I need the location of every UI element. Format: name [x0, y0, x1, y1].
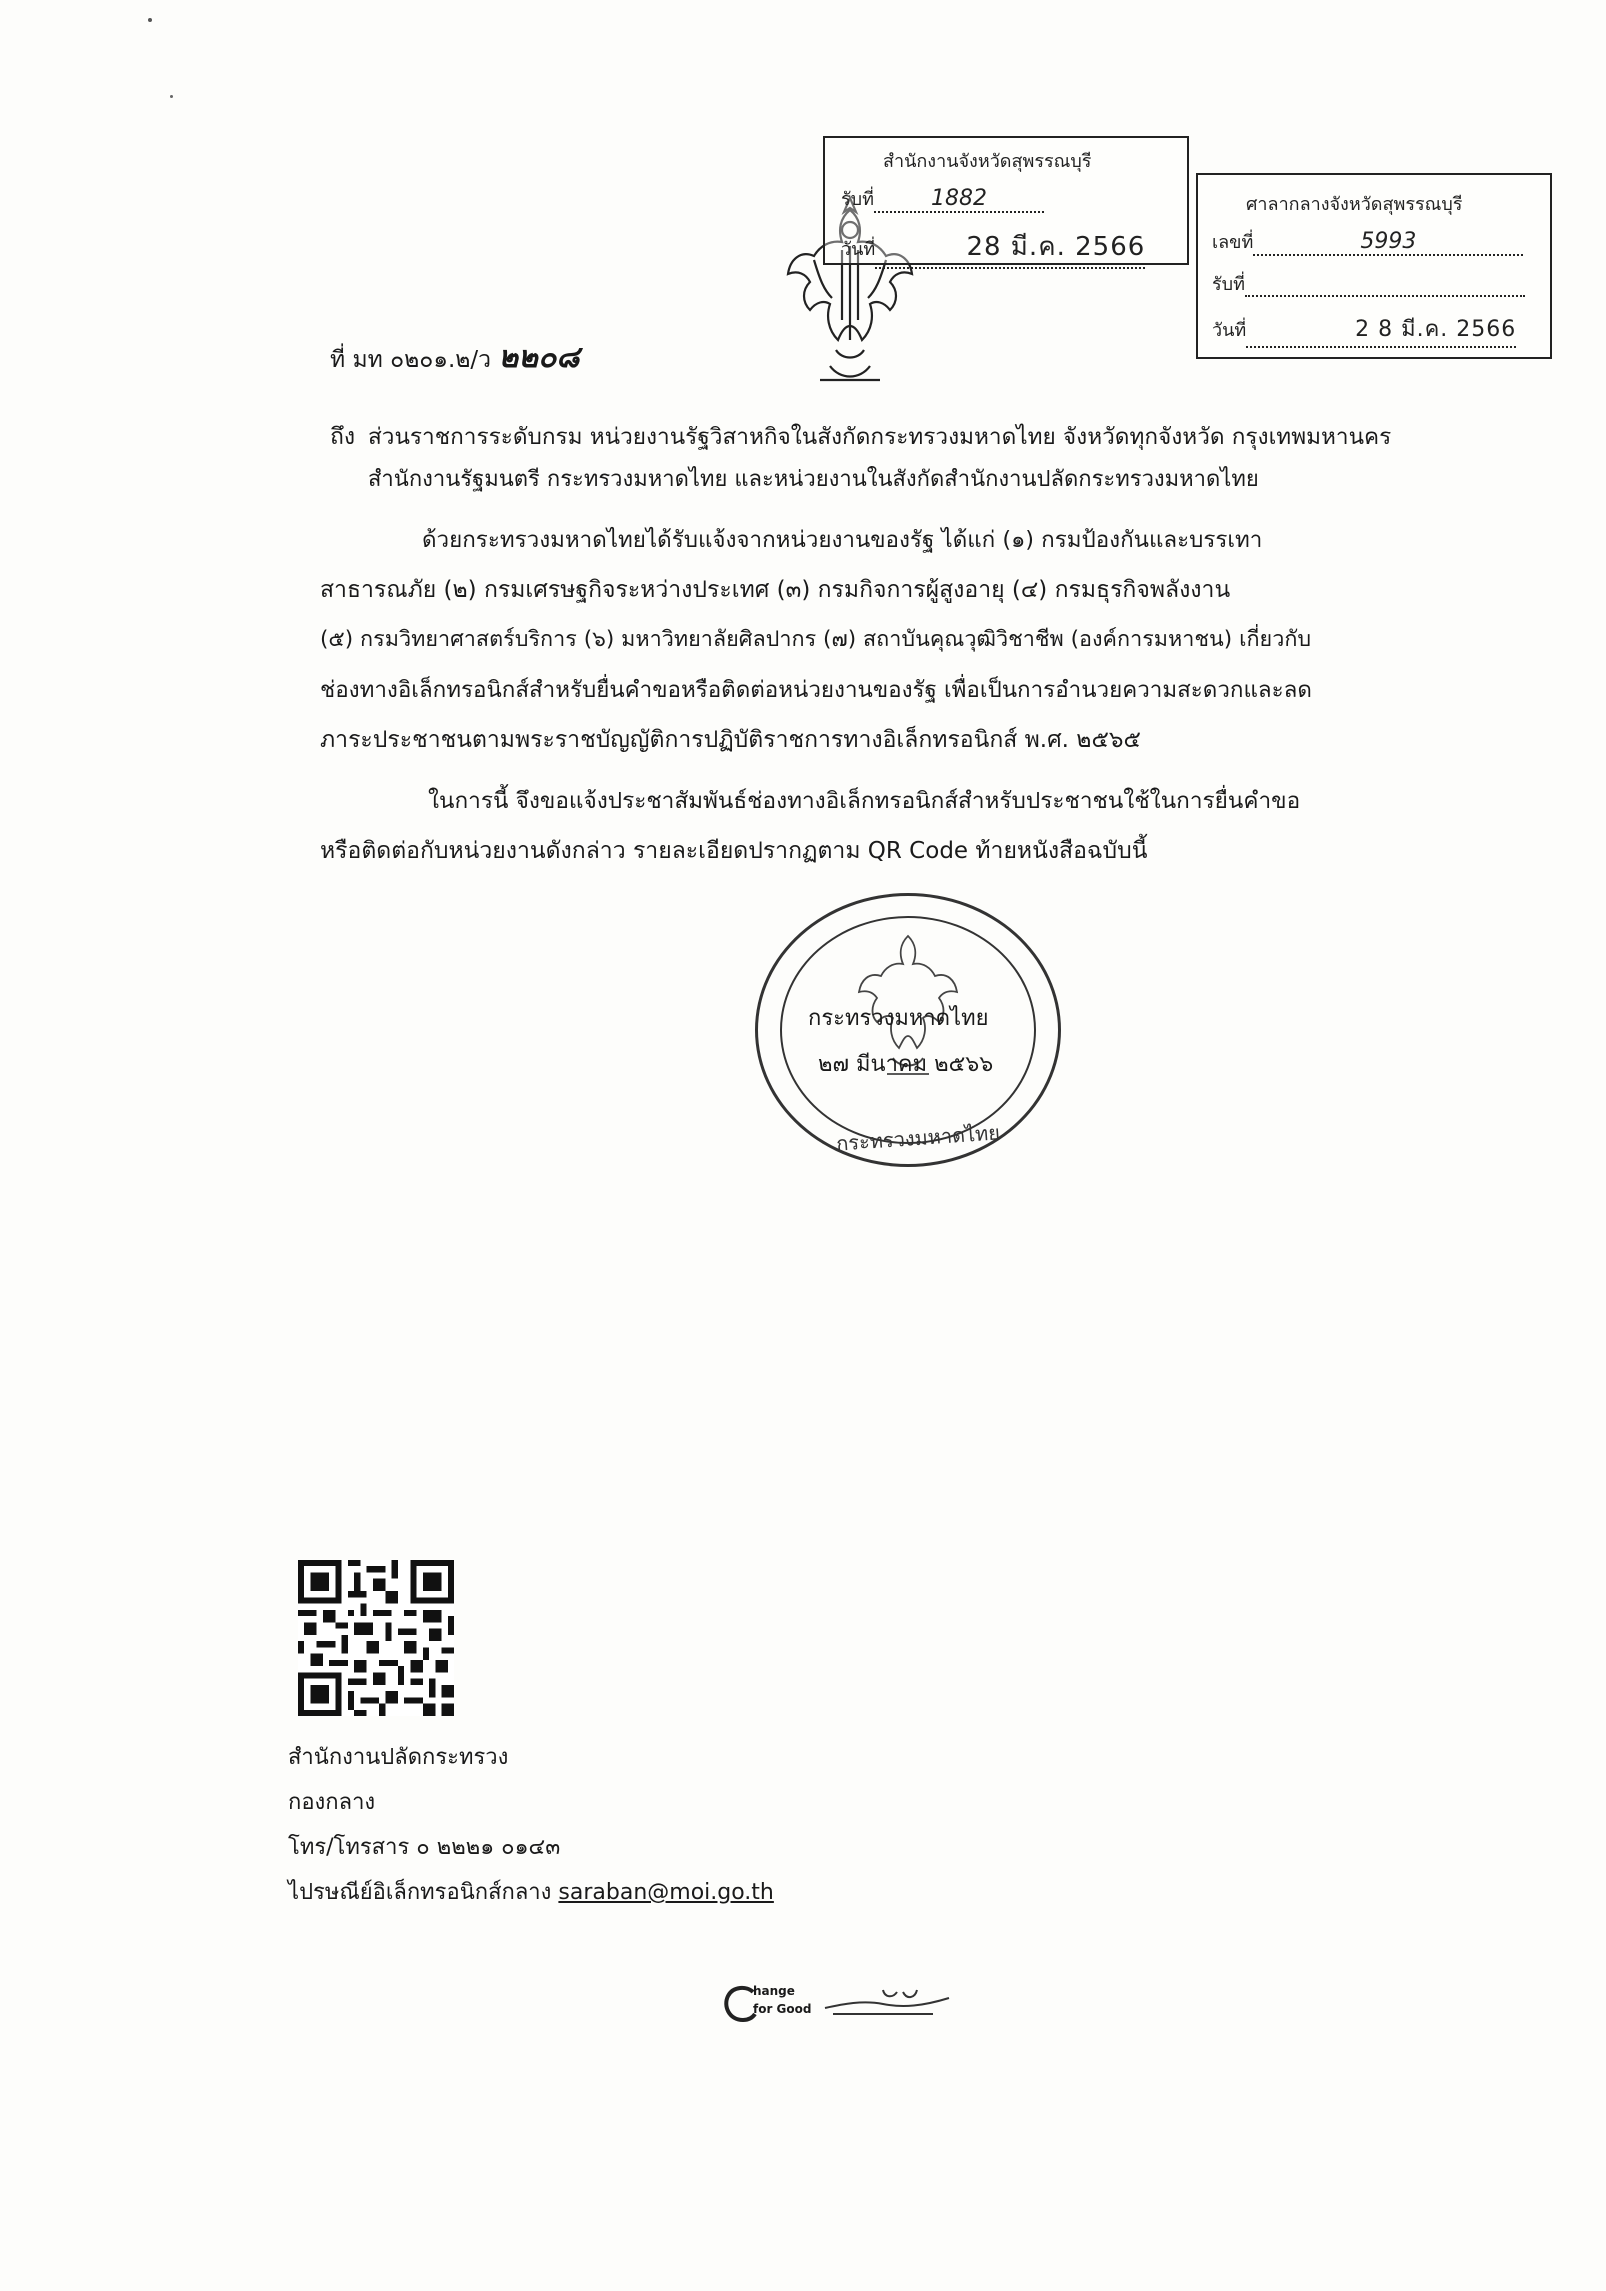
motto-script-icon: [823, 1986, 953, 2022]
addressee-label: ถึง: [330, 424, 356, 450]
document-reference: [330, 340, 579, 376]
addressee-line-2: สำนักงานรัฐมนตรี กระทรวงมหาดไทย และหน่วยงานในสังกัดสำนักงานปลัดกระทรวงมหาดไทย: [368, 467, 1259, 492]
body-paragraph-1-line-3: (๕) กรมวิทยาศาสตร์บริการ (๖) มหาวิทยาลัยศิลปากร (๗) สถาบันคุณวุฒิวิชาชีพ (องค์การมหาชน) เกี่ยวกับ: [320, 627, 1312, 652]
stamp-title: ศาลากลางจังหวัดสุพรรณบุรี: [1246, 194, 1463, 215]
reference-number: ๒๒๐๘: [498, 340, 580, 375]
footer-email-line: [288, 1880, 774, 1906]
seal-ring-text: กระทรวงมหาดไทย: [835, 1120, 1001, 1156]
received-stamp-provincial-office: [823, 136, 1189, 265]
reference-label: ที่ มท ๐๒๐๑.๒/ว: [330, 347, 492, 373]
logo-line-1: hange: [753, 1984, 795, 1998]
change-for-good-logo: [723, 1980, 953, 2030]
stamp-date-label: วันที่: [841, 239, 876, 260]
stamp-number-label: เลขที่: [1212, 232, 1254, 253]
stamp-number-value: 5993: [1360, 229, 1417, 254]
body-paragraph-1-line-2: สาธารณภัย (๒) กรมเศรษฐกิจระหว่างประเทศ (๓) กรมกิจการผู้สูงอายุ (๔) กรมธุรกิจพลังงาน: [320, 577, 1231, 603]
body-paragraph-1-line-1: ด้วยกระทรวงมหาดไทยได้รับแจ้งจากหน่วยงานของรัฐ ได้แก่ (๑) กรมป้องกันและบรรเทา: [422, 527, 1263, 553]
qr-code: [298, 1560, 454, 1716]
stamp-title: สำนักงานจังหวัดสุพรรณบุรี: [883, 151, 1092, 172]
stamp-date-value: 2 8 มี.ค. 2566: [1355, 317, 1517, 342]
scan-speck: [170, 95, 173, 98]
seal-date: ๒๗ มีนาคม ๒๕๖๖: [818, 1052, 994, 1077]
footer-email-link[interactable]: saraban@moi.go.th: [558, 1880, 774, 1905]
stamp-number-value: 1882: [930, 186, 987, 211]
stamp-date-value: 28 มี.ค. 2566: [966, 232, 1146, 262]
received-stamp-central-court: [1196, 173, 1552, 359]
stamp-number-label: รับที่: [841, 189, 874, 210]
logo-line-2: for Good: [753, 2002, 812, 2016]
body-paragraph-1-line-5: ภาระประชาชนตามพระราชบัญญัติการปฏิบัติราชการทางอิเล็กทรอนิกส์ พ.ศ. ๒๕๖๕: [320, 727, 1141, 753]
footer-email-label: ไปรษณีย์อิเล็กทรอนิกส์กลาง: [288, 1880, 552, 1905]
body-paragraph-2-line-1: ในการนี้ จึงขอแจ้งประชาสัมพันธ์ช่องทางอิเล็กทรอนิกส์สำหรับประชาชนใช้ในการยื่นคำขอ: [428, 788, 1301, 814]
body-paragraph-1-line-4: ช่องทางอิเล็กทรอนิกส์สำหรับยื่นคำขอหรือติดต่อหน่วยงานของรัฐ เพื่อเป็นการอำนวยความสะดวกและลด: [320, 677, 1312, 703]
footer-division: กองกลาง: [288, 1790, 376, 1815]
seal-ministry-name: กระทรวงมหาดไทย: [808, 1006, 989, 1031]
scan-speck: [148, 18, 152, 22]
footer-office: สำนักงานปลัดกระทรวง: [288, 1745, 509, 1770]
stamp-received-label: รับที่: [1212, 274, 1245, 295]
body-paragraph-2-line-2: หรือติดต่อกับหน่วยงานดังกล่าว รายละเอียดปรากฏตาม QR Code ท้ายหนังสือฉบับนี้: [320, 838, 1148, 864]
ministry-official-seal: [755, 893, 1061, 1167]
stamp-date-label: วันที่: [1212, 320, 1247, 341]
addressee-line-1: ส่วนราชการระดับกรม หน่วยงานรัฐวิสาหกิจในสังกัดกระทรวงมหาดไทย จังหวัดทุกจังหวัด กรุงเทพมหานคร: [368, 424, 1392, 450]
footer-phone: โทร/โทรสาร ๐ ๒๒๒๑ ๐๑๔๓: [288, 1835, 561, 1860]
